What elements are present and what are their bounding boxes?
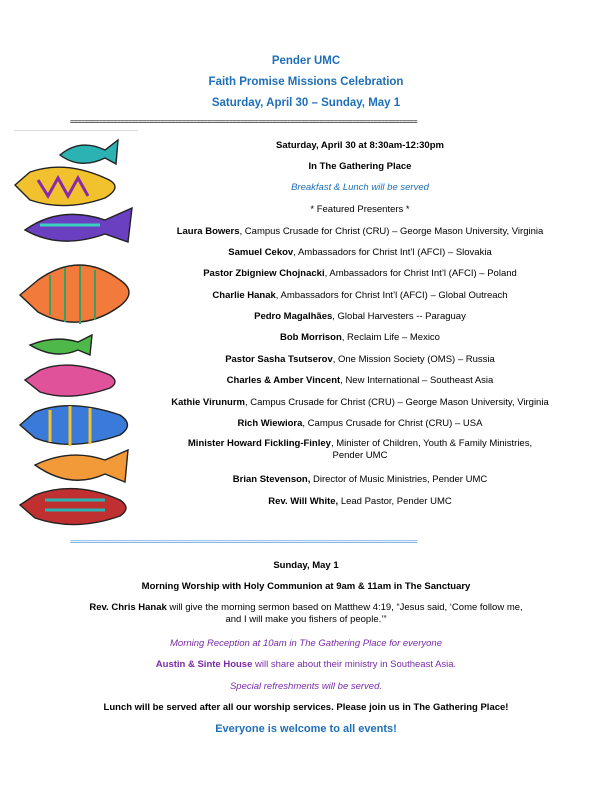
presenter-item: Pastor Sasha Tsutserov, One Mission Society (OMS) – Russia — [225, 354, 495, 365]
house-note: Austin & Sinte House will share about their ministry in Southeast Asia. — [155, 659, 457, 670]
separator-top: ================================================================================================ — [70, 118, 417, 126]
lunch-note: Lunch will be served after all our worship services. Please join us in The Gathering Place! — [103, 702, 509, 713]
presenter-item: Charles & Amber Vincent, New International – Southeast Asia — [226, 375, 494, 386]
saturday-location: In The Gathering Place — [308, 161, 412, 172]
presenter-item: Minister Howard Fickling-Finley, Minister of Children, Youth & Family Ministries, Pender UMC — [187, 438, 533, 461]
meal-note: Breakfast & Lunch will be served — [291, 182, 429, 193]
separator-bottom: ================================================================================================ — [70, 538, 417, 546]
church-name: Pender UMC — [271, 55, 341, 67]
presenter-item: Pedro Magalhães, Global Harvesters -- Paraguay — [254, 311, 466, 322]
presenter-item: Charlie Hanak, Ambassadors for Christ Int’l (AFCI) – Global Outreach — [212, 290, 508, 301]
reception-note: Morning Reception at 10am in The Gathering Place for everyone — [170, 638, 442, 649]
presenter-item: Laura Bowers, Campus Crusade for Christ (CRU) – George Mason University, Virginia — [176, 226, 544, 237]
presenter-item: Rev. Will White, Lead Pastor, Pender UMC — [268, 496, 452, 507]
fish-illustration — [10, 130, 145, 540]
event-dates: Saturday, April 30 – Sunday, May 1 — [211, 97, 401, 109]
presenters-label: * Featured Presenters * — [310, 204, 410, 215]
presenter-item: Brian Stevenson, Director of Music Ministries, Pender UMC — [232, 474, 488, 485]
presenter-item: Kathie Virunurm, Campus Crusade for Christ (CRU) – George Mason University, Virginia — [171, 397, 549, 408]
presenter-item: Rich Wiewiora, Campus Crusade for Christ (CRU) – USA — [237, 418, 483, 429]
saturday-heading: Saturday, April 30 at 8:30am-12:30pm — [276, 140, 444, 151]
presenter-item: Bob Morrison, Reclaim Life – Mexico — [280, 332, 440, 343]
sunday-heading: Sunday, May 1 — [273, 560, 339, 571]
event-title: Faith Promise Missions Celebration — [208, 76, 404, 88]
presenter-item: Pastor Zbigniew Chojnacki, Ambassadors for Christ Int’l (AFCI) – Poland — [203, 268, 517, 279]
sermon-note: Rev. Chris Hanak will give the morning sermon based on Matthew 4:19, “Jesus said, ‘Come follow me, and I will make you fishers of people.’” — [89, 602, 523, 625]
refreshments-note: Special refreshments will be served. — [229, 681, 383, 692]
fish-icon — [15, 140, 132, 525]
presenter-item: Samuel Cekov, Ambassadors for Christ Int’l (AFCI) – Slovakia — [228, 247, 492, 258]
welcome-note: Everyone is welcome to all events! — [215, 723, 397, 735]
worship-times: Morning Worship with Holy Communion at 9am & 11am in The Sanctuary — [141, 581, 471, 592]
